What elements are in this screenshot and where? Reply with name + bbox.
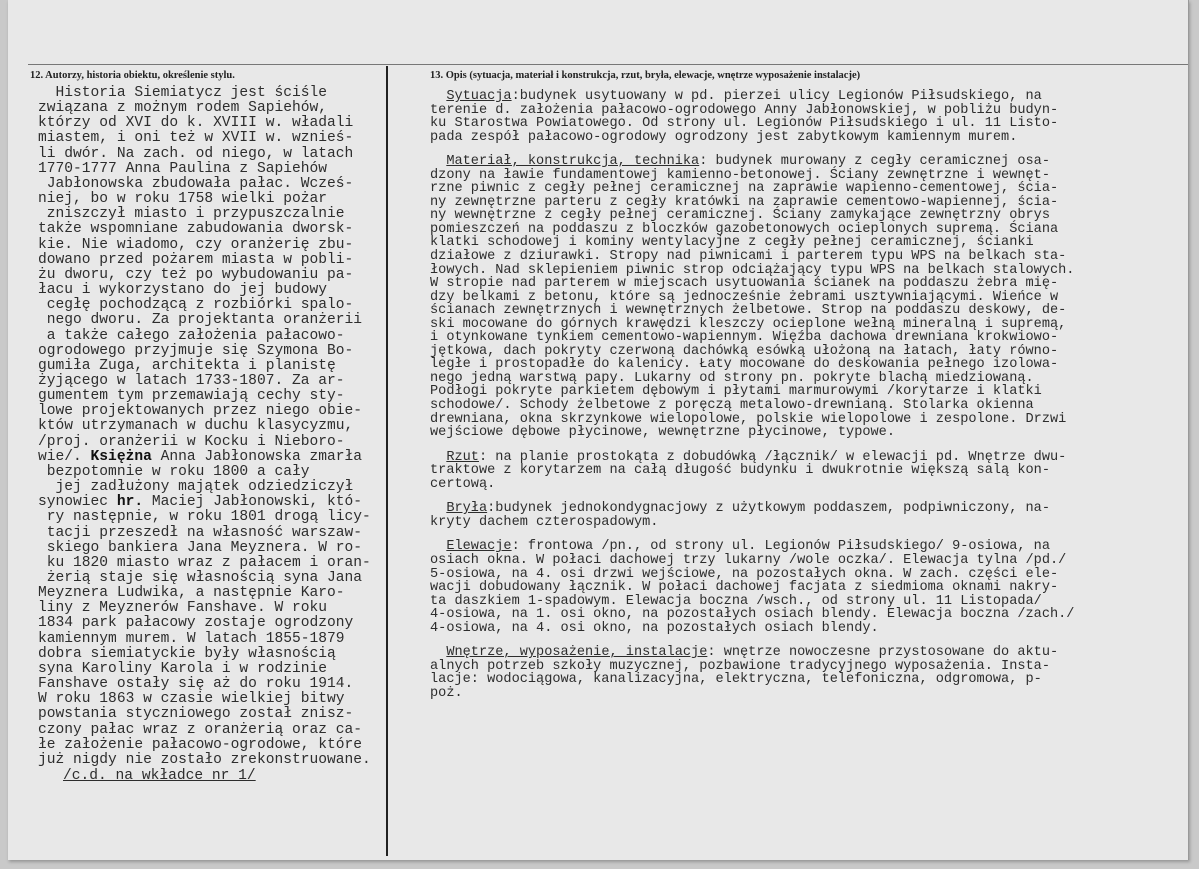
- text-line: klatki schodowej i kominy wentylacyjne z cegły pełnej ceramicznej, ścianki: [430, 235, 1034, 251]
- section-label: Rzut: [446, 449, 479, 465]
- text-line: dobra siemiatyckie były własnością: [38, 645, 336, 662]
- text-line: 4-osiowa, na 1. osi okno, na pozostałych osiach blendy. Elewacja boczna /zach./: [430, 607, 1075, 623]
- text-line: lowe projektowanych przez niego obie-: [38, 403, 363, 420]
- bold-word: Księżna: [90, 448, 152, 465]
- continuation-note: /c.d. na wkładce nr 1/: [63, 768, 256, 785]
- text-line: kamiennym murem. W latach 1855-1879: [38, 630, 345, 647]
- text-line: i otynkowane tynkiem cementowo-wapiennym. Więźba dachowa drewniana krokwiowo-: [430, 330, 1059, 346]
- text-line: W roku 1863 w czasie wielkiej bitwy: [38, 691, 345, 708]
- description-section: [430, 90, 1170, 144]
- text-line: czony pałac wraz z oranżerią oraz ca-: [38, 721, 363, 738]
- text-line: związana z możnym rodem Sapiehów,: [38, 100, 328, 117]
- text-line: Rzut: na planie prostokąta z dobudówką /łącznik/ w elewacji pd. Wnętrze dwu-: [446, 449, 1067, 465]
- text-line: 5-osiowa, na 4. osi drzwi wejściowe, na pozostałych okna. W zach. części ele-: [430, 566, 1059, 582]
- section-label: Wnętrze, wyposażenie, instalacje: [446, 645, 708, 661]
- text-line: którzy od XVI do k. XVIII w. władali: [38, 115, 354, 132]
- section-12-heading: 12. Autorzy, historia obiektu, określenie stylu.: [30, 70, 235, 81]
- text-line: ku Starostwa Powiatowego. Od strony ul. Legionów Piłsudskiego i ul. 11 Listo-: [430, 116, 1059, 132]
- text-line: żu dworu, czy też po wybudowaniu pa-: [38, 266, 354, 283]
- text-line: miastem, i oni też w XVII w. wznieś-: [38, 130, 354, 147]
- text-line: kie. Nie wiadomo, czy oranżerię zbu-: [38, 236, 354, 253]
- text-line: łacu i wykorzystano do jej budowy: [38, 282, 328, 299]
- text-line: nego dworu. Za projektanta oranżerii: [38, 312, 363, 329]
- text-line: 4-osiowa, na 4. osi okno, na pozostałych osiach blendy.: [430, 620, 879, 636]
- text-line: Elewacje: frontowa /pn., od strony ul. Legionów Piłsudskiego/ 9-osiowa, na: [446, 539, 1050, 555]
- section-13-heading: 13. Opis (sytuacja, materiał i konstrukcja, rzut, bryła, elewacje, wnętrze wyposażenie instalacje): [430, 70, 861, 81]
- text-line: Sytuacja:budynek usytuowany w pd. pierzei ulicy Legionów Piłsudskiego, na: [446, 89, 1042, 104]
- text-line: osiach okna. W połaci dachowej trzy lukarny /wole oczka/. Elewacja tylna /pd./: [430, 552, 1067, 568]
- text-line: skiego bankiera Jana Meyznera. W ro-: [38, 539, 363, 556]
- text-line: także wspomniane zabudowania dworsk-: [38, 221, 354, 238]
- text-line: wejściowe dębowe płycinowe, wewnętrzne płycinowe, typowe.: [430, 425, 895, 441]
- text-line: Wnętrze, wyposażenie, instalacje: wnętrze nowoczesne przystosowane do aktu-: [446, 645, 1059, 661]
- text-line: łowych. Nad sklepieniem piwnic strop odciążający typu WPS na belkach stalowych.: [430, 262, 1075, 278]
- description-column: [430, 90, 1170, 711]
- description-section: [430, 155, 1170, 439]
- description-section: [430, 540, 1170, 635]
- text-line: traktowe z korytarzem na całą długość budynku i dwukrotnie większą salą kon-: [430, 463, 1050, 479]
- section-label: Materiał, konstrukcja, technika: [446, 154, 700, 170]
- text-line: tacji przeszedł na własność warszaw-: [38, 524, 363, 541]
- text-line: li dwór. Na zach. od niego, w latach: [38, 145, 354, 162]
- section-label: Sytuacja: [446, 89, 512, 104]
- text-line: bezpotomnie w roku 1800 a cały: [38, 463, 310, 480]
- text-line: ta daszkiem 1-spadowym. Elewacja boczna /wsch., od strony ul. 11 Listopada/: [430, 593, 1042, 609]
- text-line: Meyznera Ludwika, a następnie Karo-: [38, 585, 345, 602]
- text-line: ny wewnętrzne z cegły pełnej ceramicznej. Ściany zamykające zewnętrzny obrys: [430, 208, 1050, 224]
- text-line: Historia Siemiatycz jest ściśle: [38, 85, 328, 101]
- text-line: terenie d. założenia pałacowo-ogrodowego Anny Jabłonowskiej, w pobliżu budyn-: [430, 102, 1059, 118]
- text-line: synowiec hr. Maciej Jabłonowski, któ-: [38, 494, 363, 511]
- text-line: cegłę pochodzącą z rozbiórki spalo-: [38, 297, 354, 314]
- text-line: dzony na ławie fundamentowej kamienno-betonowej. Ściany zewnętrzne i wewnęt-: [430, 167, 1050, 183]
- text-line: Jabłonowska zbudowała pałac. Wcześ-: [38, 175, 354, 192]
- text-line: pomieszczeń na poddaszu z bloczków gazobetonowych ocieplonych supremą. Ściana: [430, 221, 1059, 237]
- text-line: gumiła Zuga, architekta i planistę: [38, 357, 336, 374]
- description-section: [430, 646, 1170, 700]
- section-label: Bryła: [446, 501, 488, 517]
- text-line: niej, bo w roku 1758 wielki pożar: [38, 191, 328, 208]
- text-line: certową.: [430, 476, 496, 492]
- text-line: ny zewnętrzne parteru z cegły kratówki na zaprawie cementowo-wapiennej, ścia-: [430, 194, 1059, 210]
- description-section: [430, 502, 1170, 529]
- text-line: lacje: wodociągowa, kanalizacyjna, elektryczna, telefoniczna, odgromowa, p-: [430, 672, 1042, 688]
- text-line: nego jedną warstwą papy. Lukarny od strony pn. pokryte blachą miedziowaną.: [430, 370, 1034, 386]
- text-line: rzne piwnic z cegły pełnej ceramicznej na zaprawie wapienno-cementowej, ścia-: [430, 181, 1059, 197]
- text-line: pada zespół pałacowo-ogrodowy ogrodzony jest zabytkowym kamiennym murem.: [430, 129, 1018, 145]
- text-line: schodowe/. Schody żelbetowe z poręczą metalowo-drewnianą. Stolarka okienna: [430, 398, 1034, 414]
- text-line: Bryła:budynek jednokondygnacjowy z użytkowym poddaszem, podpiwniczony, na-: [446, 501, 1050, 517]
- text-line: syna Karoliny Karola i w rodzinie: [38, 660, 328, 677]
- text-line: działowe z dziurawki. Stropy nad piwnicami i parterem typu WPS na belkach sta-: [430, 249, 1067, 265]
- text-line: dzy belkami z betonu, które są jednocześnie żebrami usztywniającymi. Wieńce w: [430, 289, 1059, 305]
- text-line: powstania styczniowego został znisz-: [38, 706, 354, 723]
- text-line: W stropie nad parterem w miejscach usytuowania ścianek na poddaszu żebra mię-: [430, 276, 1059, 292]
- text-line: wacji dobudowany łącznik. W połaci dachowej facjata z siedmioma oknami nakry-: [430, 580, 1059, 596]
- text-line: kryty dachem czterospadowym.: [430, 514, 659, 530]
- text-line: któw utrzymanach w duchu klasycyzmu,: [38, 418, 354, 435]
- text-line: poż.: [430, 685, 463, 701]
- text-line: drewniana, okna skrzynkowe wielopolowe, polskie wielopolowe i zespolone. Drzwi: [430, 411, 1067, 427]
- text-line: ry następnie, w roku 1801 drogą licy-: [38, 509, 371, 526]
- text-line: Fanshave ostały się aż do roku 1914.: [38, 676, 354, 693]
- text-line: dowano przed pożarem miasta w pobli-: [38, 251, 354, 268]
- history-column: [38, 86, 398, 784]
- document-sheet: [8, 0, 1189, 860]
- text-line: ski mocowane do górnych krawędzi kleszczy ocieplone wełną mineralną i supremą,: [430, 316, 1067, 332]
- text-line: jętkowa, dach pokryty czerwoną dachówką esówką ułożoną na łatach, łaty równo-: [430, 343, 1059, 359]
- text-line: /proj. oranżerii w Kocku i Nieboro-: [38, 433, 345, 450]
- text-line: Materiał, konstrukcja, technika: budynek murowany z cegły ceramicznej osa-: [446, 154, 1050, 170]
- description-section: [430, 451, 1170, 492]
- text-line: alnych potrzeb szkoły muzycznej, pozbawione tradycyjnego wyposażenia. Insta-: [430, 658, 1050, 674]
- text-line: już nigdy nie zostało zrekonstruowane.: [38, 751, 371, 768]
- text-line: żerią staje się własnością syna Jana: [38, 570, 363, 586]
- bold-word: hr.: [116, 494, 144, 511]
- text-line: Podłogi pokryte parkietem dębowym i płytami marmurowymi /korytarze i klatki: [430, 384, 1042, 400]
- top-rule: [28, 64, 1188, 65]
- text-line: ległe i prostopadłe do kalenicy. Łaty mocowane do deskowania pełnego izolowa-: [430, 357, 1059, 373]
- text-line: ogrodowego przyjmuje się Szymona Bo-: [38, 342, 354, 359]
- text-line: ścianach zewnętrznych i wewnętrznych żelbetowe. Strop na poddaszu deskowy, de-: [430, 303, 1067, 319]
- section-label: Elewacje: [446, 539, 512, 555]
- text-line: ku 1820 miasto wraz z pałacem i oran-: [38, 554, 371, 571]
- text-line: liny z Meyznerów Fanshave. W roku: [38, 600, 328, 617]
- text-line: a także całego założenia pałacowo-: [38, 327, 345, 344]
- text-line: jej zadłużony majątek odziedziczył: [38, 479, 354, 496]
- text-line: 1770-1777 Anna Paulina z Sapiehów: [38, 160, 328, 177]
- text-line: 1834 park pałacowy zostaje ogrodzony: [38, 615, 354, 632]
- text-line: wie/. Księżna Anna Jabłonowska zmarła: [38, 448, 363, 465]
- text-line: gumentem tym przemawiają cechy sty-: [38, 388, 345, 405]
- text-line: łe założenie pałacowo-ogrodowe, które: [38, 736, 363, 753]
- text-line: żyjącego w latach 1733-1807. Za ar-: [38, 372, 345, 389]
- text-line: zniszczył miasto i przypuszczalnie: [38, 206, 345, 223]
